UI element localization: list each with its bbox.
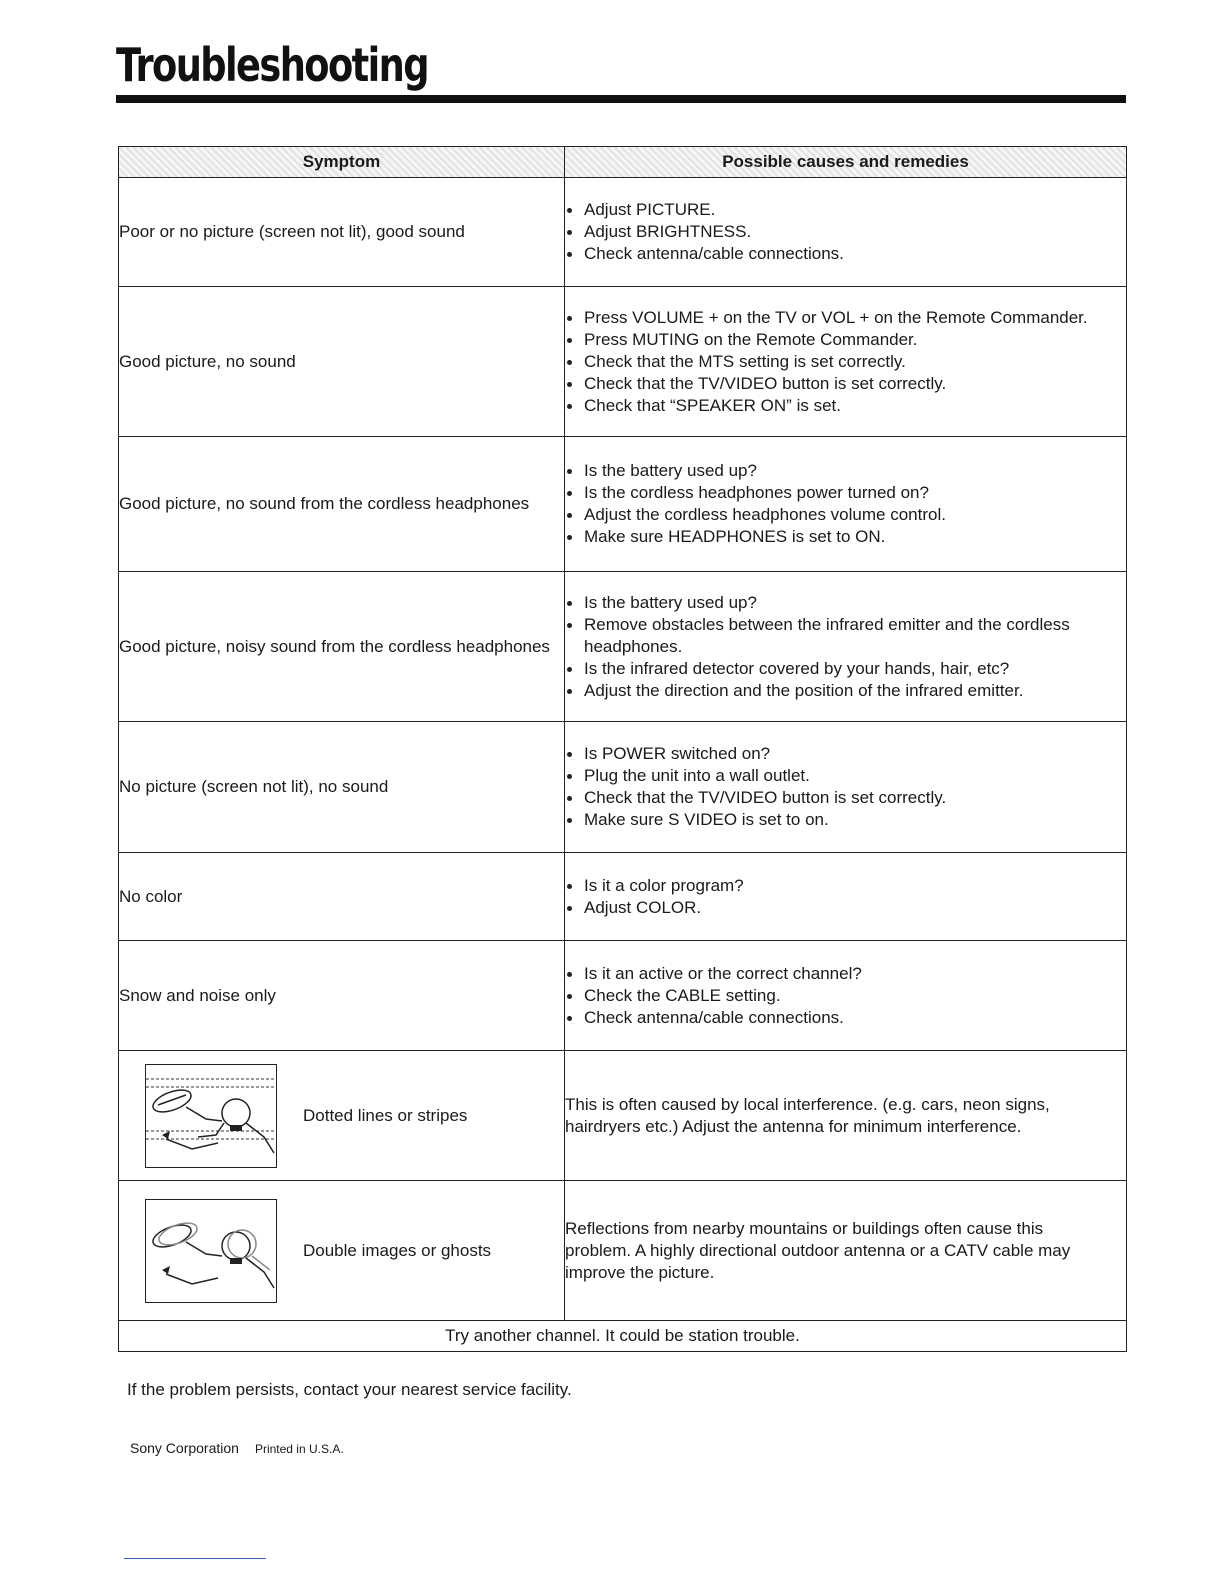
- remedies-cell: [565, 853, 1127, 941]
- football-player-icon: [146, 1065, 276, 1167]
- remedies-cell: [565, 941, 1127, 1051]
- remedy-item: Adjust BRIGHTNESS.: [565, 221, 1126, 243]
- page-title: Troubleshooting: [116, 38, 429, 92]
- symptom-cell: [119, 1051, 565, 1181]
- remedies-cell: [565, 1051, 1127, 1181]
- table-row: [119, 178, 1127, 287]
- remedy-item: Check antenna/cable connections.: [565, 1007, 1126, 1029]
- title-rule: [116, 95, 1126, 103]
- remedy-item: Press MUTING on the Remote Commander.: [565, 329, 1126, 351]
- table-row: [119, 1051, 1127, 1181]
- footer-cell: Try another channel. It could be station trouble.: [119, 1321, 1127, 1352]
- remedy-item: Check that the TV/VIDEO button is set correctly.: [565, 373, 1126, 395]
- service-note: If the problem persists, contact your nearest service facility.: [127, 1380, 572, 1399]
- table-row: [119, 853, 1127, 941]
- remedy-item: Is POWER switched on?: [565, 743, 1126, 765]
- remedy-item: Press VOLUME + on the TV or VOL + on the Remote Commander.: [565, 307, 1126, 329]
- remedy-item: Adjust the direction and the position of the infrared emitter.: [565, 680, 1126, 702]
- remedy-item: Is it an active or the correct channel?: [565, 963, 1126, 985]
- remedies-header: Possible causes and remedies: [565, 147, 1127, 178]
- corporation-name: Sony Corporation: [130, 1440, 239, 1456]
- remedy-item: Check the CABLE setting.: [565, 985, 1126, 1007]
- table-row: [119, 1181, 1127, 1321]
- remedies-cell: [565, 287, 1127, 437]
- symptom-header: Symptom: [119, 147, 565, 178]
- remedies-cell: [565, 722, 1127, 853]
- table-row: [119, 437, 1127, 572]
- footer-row: [119, 1321, 1127, 1352]
- tv-illustration-dotted-lines: [145, 1064, 277, 1168]
- symptom-label: Double images or ghosts: [303, 1240, 492, 1260]
- remedies-cell: [565, 1181, 1127, 1321]
- symptom-cell: No picture (screen not lit), no sound: [119, 722, 565, 853]
- remedy-item: Check that the MTS setting is set correctly.: [565, 351, 1126, 373]
- symptom-cell: Poor or no picture (screen not lit), good sound: [119, 178, 565, 287]
- remedy-item: Check antenna/cable connections.: [565, 243, 1126, 265]
- corporation-line: [130, 1440, 344, 1456]
- remedy-item: Check that the TV/VIDEO button is set correctly.: [565, 787, 1126, 809]
- table-row: [119, 722, 1127, 853]
- remedies-cell: [565, 178, 1127, 287]
- table-row: [119, 287, 1127, 437]
- remedy-item: Is it a color program?: [565, 875, 1126, 897]
- remedy-item: Is the battery used up?: [565, 460, 1126, 482]
- printed-in: Printed in U.S.A.: [254, 1442, 344, 1456]
- remedy-item: Adjust COLOR.: [565, 897, 1126, 919]
- table-header-row: [119, 147, 1127, 178]
- remedy-paragraph: Reflections from nearby mountains or buildings often cause this problem. A highly directional outdoor antenna or a CATV cable may improve the picture.: [565, 1218, 1071, 1282]
- symptom-cell: No color: [119, 853, 565, 941]
- remedy-item: Plug the unit into a wall outlet.: [565, 765, 1126, 787]
- remedies-cell: [565, 437, 1127, 572]
- table-row: [119, 941, 1127, 1051]
- remedy-item: Is the infrared detector covered by your hands, hair, etc?: [565, 658, 1126, 680]
- remedy-item: Is the cordless headphones power turned on?: [565, 482, 1126, 504]
- bottom-rule: [124, 1558, 266, 1559]
- symptom-cell: Good picture, no sound: [119, 287, 565, 437]
- remedy-item: Check that “SPEAKER ON” is set.: [565, 395, 1126, 417]
- remedy-item: Make sure HEADPHONES is set to ON.: [565, 526, 1126, 548]
- troubleshooting-table: [118, 146, 1127, 1352]
- remedies-cell: [565, 572, 1127, 722]
- remedy-item: Make sure S VIDEO is set to on.: [565, 809, 1126, 831]
- symptom-cell: Good picture, noisy sound from the cordless headphones: [119, 572, 565, 722]
- football-player-ghost-icon: [146, 1200, 276, 1302]
- symptom-cell: Good picture, no sound from the cordless headphones: [119, 437, 565, 572]
- symptom-cell: [119, 1181, 565, 1321]
- symptom-cell: Snow and noise only: [119, 941, 565, 1051]
- table-row: [119, 572, 1127, 722]
- remedy-item: Adjust the cordless headphones volume control.: [565, 504, 1126, 526]
- remedy-item: Is the battery used up?: [565, 592, 1126, 614]
- remedy-paragraph: This is often caused by local interference. (e.g. cars, neon signs, hairdryers etc.) Adjust the antenna for minimum interference.: [565, 1094, 1050, 1136]
- tv-illustration-ghosts: [145, 1199, 277, 1303]
- symptom-label: Dotted lines or stripes: [303, 1105, 468, 1125]
- remedy-item: Remove obstacles between the infrared emitter and the cordless headphones.: [565, 614, 1126, 658]
- remedy-item: Adjust PICTURE.: [565, 199, 1126, 221]
